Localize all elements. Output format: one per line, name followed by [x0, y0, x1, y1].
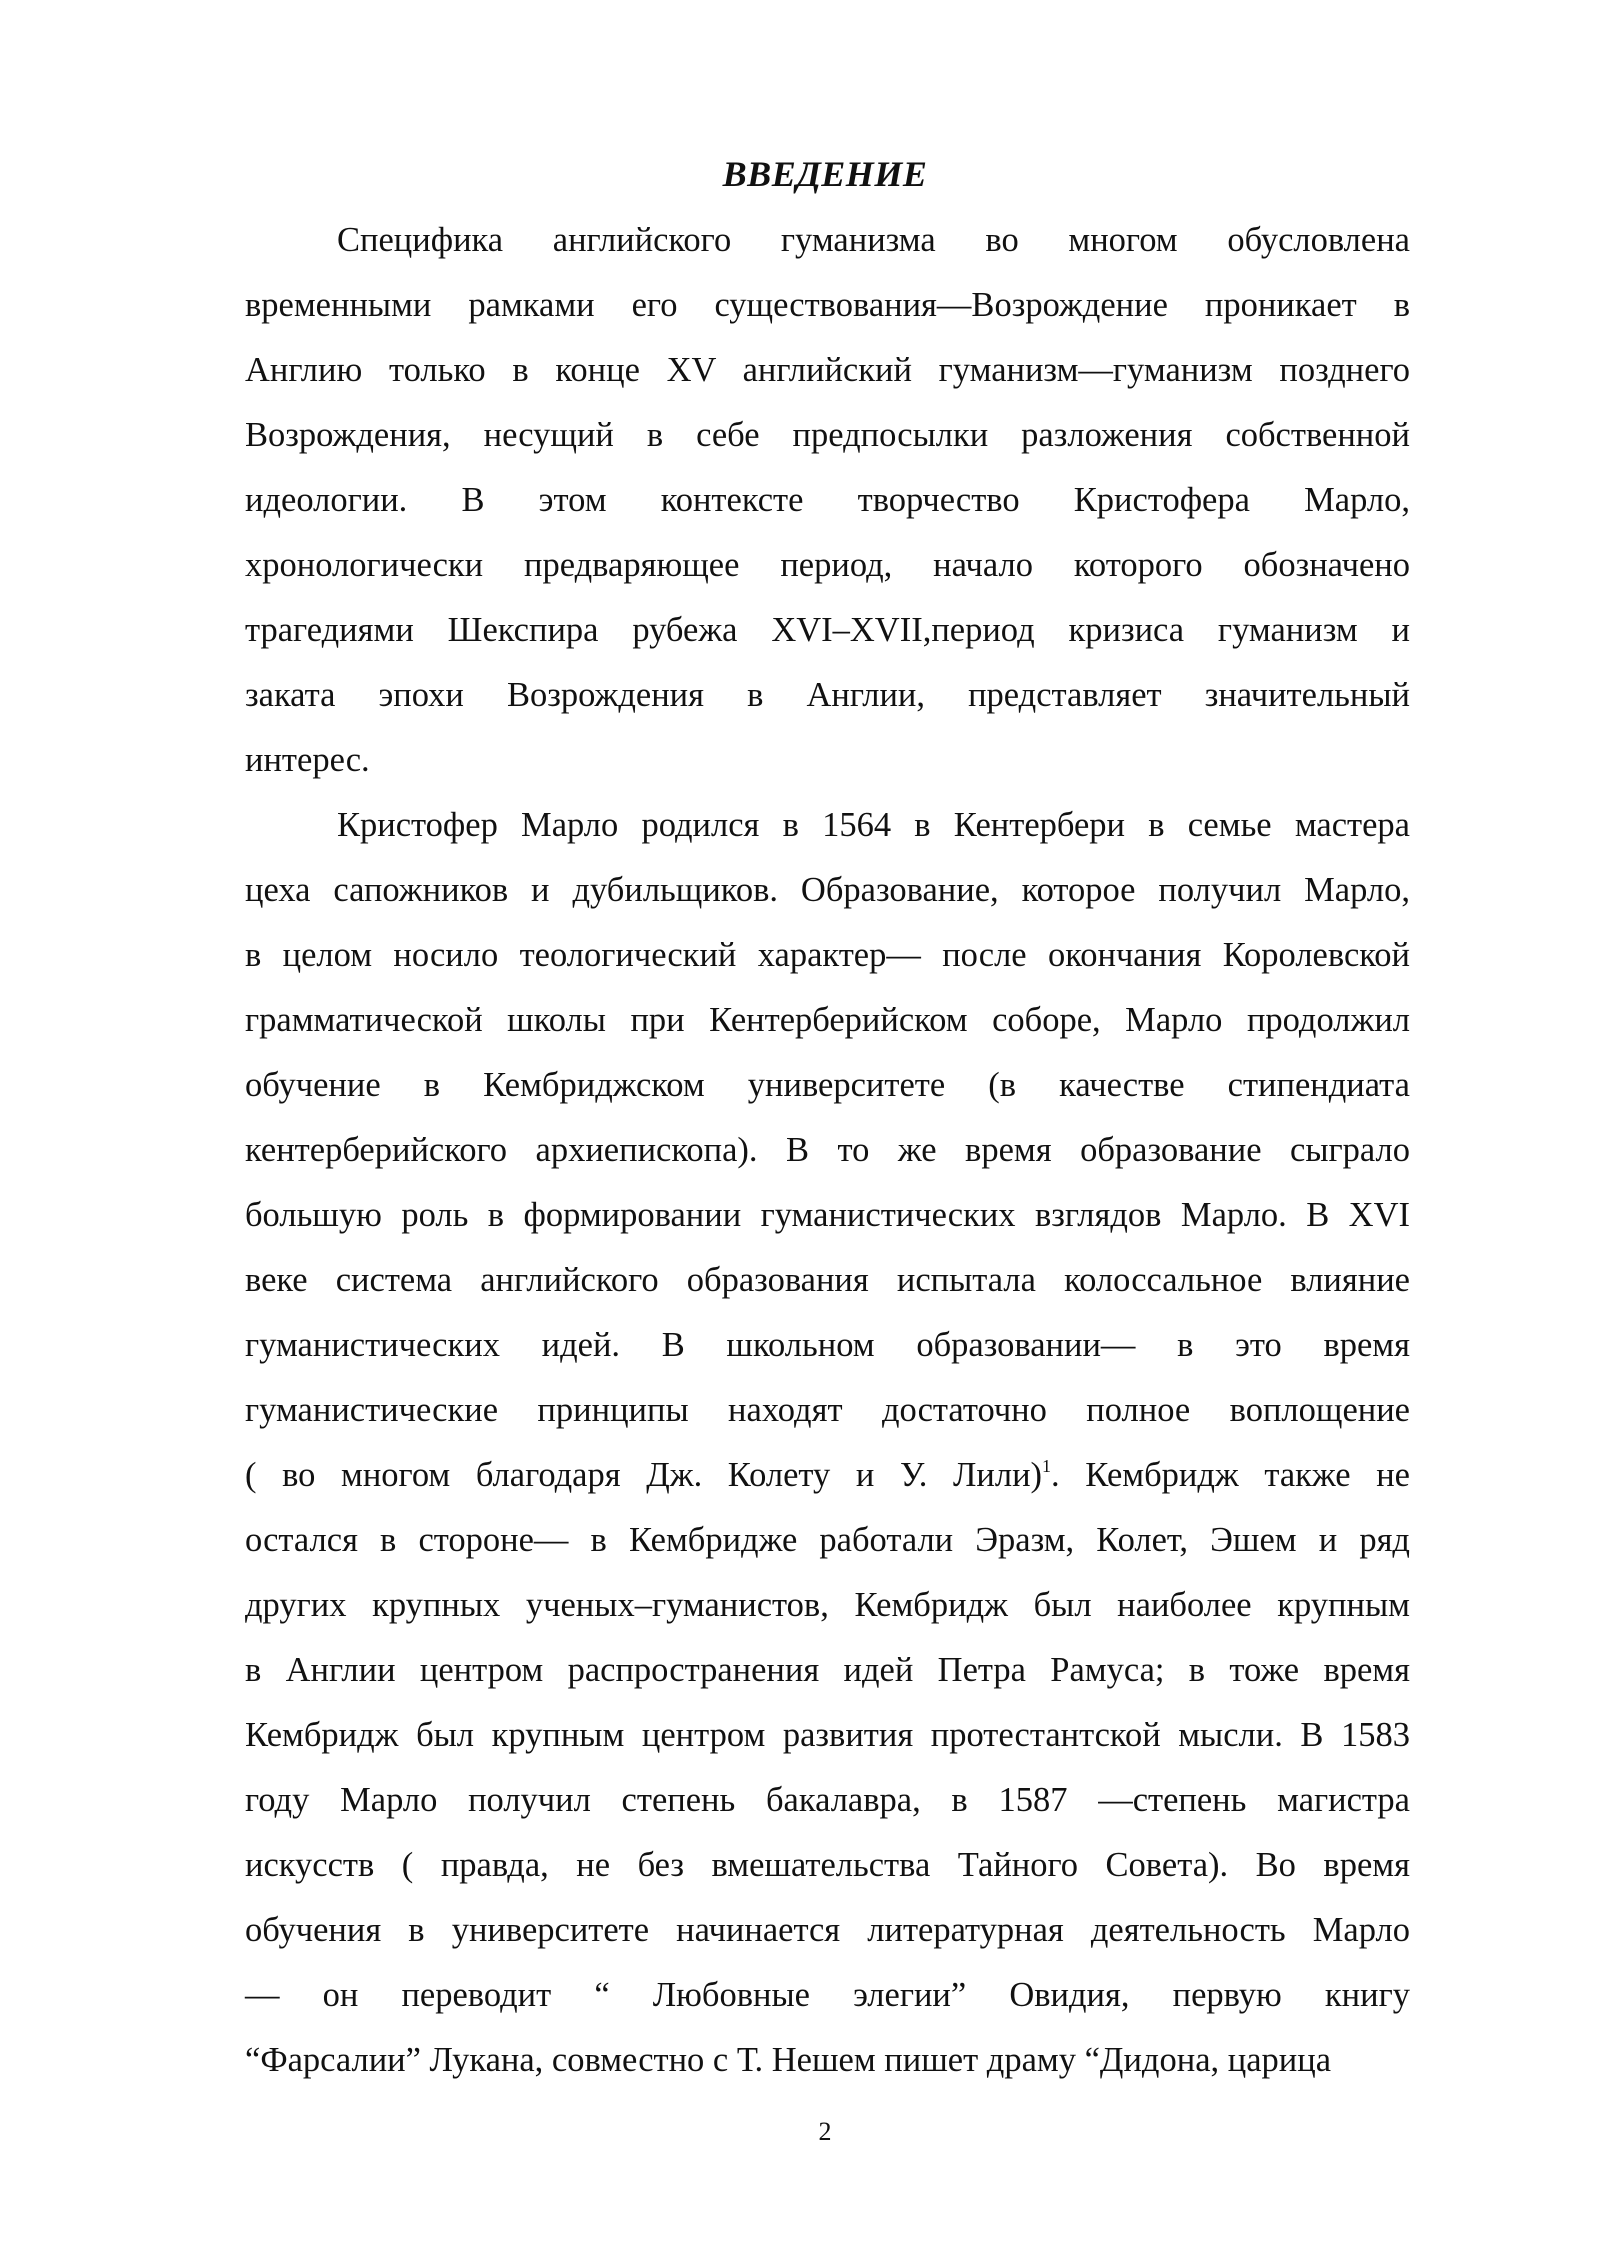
text-line: [245, 474, 1410, 539]
line-text: Кембридж был крупным центром развития протестантской мысли. В 1583: [245, 1716, 1410, 1754]
line-text: в Англии центром распространения идей Петра Рамуса; в тоже время: [245, 1651, 1410, 1689]
text-line: [245, 1254, 1410, 1319]
text-line: [245, 1709, 1410, 1774]
line-text: идеологии. В этом контексте творчество Кристофера Марло,: [245, 481, 1410, 519]
text-line: [245, 1774, 1410, 1839]
line-text: большую роль в формировании гуманистических взглядов Марло. В XVI: [245, 1196, 1410, 1234]
line-text: Специфика английского гуманизма во многом обусловлена: [337, 221, 1410, 259]
text-line: [245, 1319, 1410, 1384]
line-text: трагедиями Шекспира рубежа XVI–XVII,период кризиса гуманизм и: [245, 611, 1410, 649]
line-text: — он переводит “ Любовные элегии” Овидия, первую книгу: [245, 1976, 1410, 2014]
text-line: [245, 344, 1410, 409]
line-text: кентерберийского архиепископа). В то же время образование сыграло: [245, 1131, 1410, 1169]
page-title: ВВЕДЕНИЕ: [722, 154, 928, 194]
line-text: веке система английского образования испытала колоссальное влияние: [245, 1261, 1410, 1299]
line-text: других крупных ученых–гуманистов, Кембридж был наиболее крупным: [245, 1586, 1410, 1624]
line-text: в целом носило теологический характер— после окончания Королевской: [245, 936, 1410, 974]
paragraph: [245, 799, 1410, 2099]
line-text: цеха сапожников и дубильщиков. Образование, которое получил Марло,: [245, 871, 1410, 909]
text-line: [245, 409, 1410, 474]
line-text: ( во многом благодаря Дж. Колету и У. Лили): [245, 1456, 1043, 1494]
line-text: заката эпохи Возрождения в Англии, представляет значительный: [245, 676, 1410, 714]
line-text: обучения в университете начинается литературная деятельность Марло: [245, 1911, 1410, 1949]
text-line: [245, 669, 1410, 734]
line-text: Англию только в конце XV английский гуманизм—гуманизм позднего: [245, 351, 1410, 389]
line-text: остался в стороне— в Кембридже работали Эразм, Колет, Эшем и ряд: [245, 1521, 1410, 1559]
text-line: [245, 1124, 1410, 1189]
text-line: [245, 1514, 1410, 1579]
text-line: [245, 994, 1410, 1059]
line-text: грамматической школы при Кентерберийском соборе, Марло продолжил: [245, 1001, 1410, 1039]
line-text: году Марло получил степень бакалавра, в 1587 —степень магистра: [245, 1781, 1410, 1819]
text-line: [245, 1579, 1410, 1644]
text-line: [245, 1449, 1410, 1514]
text-line: [245, 1904, 1410, 1969]
line-text: Кристофер Марло родился в 1564 в Кентербери в семье мастера: [337, 806, 1410, 844]
line-text: гуманистических идей. В школьном образовании— в это время: [245, 1326, 1410, 1364]
text-line: [245, 214, 1410, 279]
line-text: Возрождения, несущий в себе предпосылки разложения собственной: [245, 416, 1410, 454]
line-text: временными рамками его существования—Возрождение проникает в: [245, 286, 1410, 324]
text-line: [245, 2034, 1410, 2099]
body-text: [245, 214, 1410, 2099]
line-text: “Фарсалии” Лукана, совместно с Т. Нешем пишет драму “Дидона, царица: [245, 2041, 1332, 2079]
paragraph: [245, 214, 1410, 799]
text-line: [245, 1839, 1410, 1904]
text-line: [245, 799, 1410, 864]
line-text: искусств ( правда, не без вмешательства Тайного Совета). Во время: [245, 1846, 1410, 1884]
line-text: хронологически предваряющее период, начало которого обозначено: [245, 546, 1410, 584]
line-text: обучение в Кембриджском университете (в качестве стипендиата: [245, 1066, 1410, 1104]
line-text: гуманистические принципы находят достаточно полное воплощение: [245, 1391, 1410, 1429]
line-text: интерес.: [245, 741, 370, 779]
line-text-tail: . Кембридж также не: [1051, 1456, 1410, 1494]
text-line: [245, 864, 1410, 929]
text-line: [245, 1969, 1410, 2034]
text-line: [245, 1384, 1410, 1449]
text-line: [245, 539, 1410, 604]
footnote-reference[interactable]: 1: [1042, 1456, 1052, 1476]
text-line: [245, 1644, 1410, 1709]
text-line: [245, 734, 1410, 799]
text-line: [245, 279, 1410, 344]
text-line: [245, 1059, 1410, 1124]
page-number: 2: [818, 2117, 832, 2146]
text-line: [245, 929, 1410, 994]
text-line: [245, 604, 1410, 669]
text-line: [245, 1189, 1410, 1254]
